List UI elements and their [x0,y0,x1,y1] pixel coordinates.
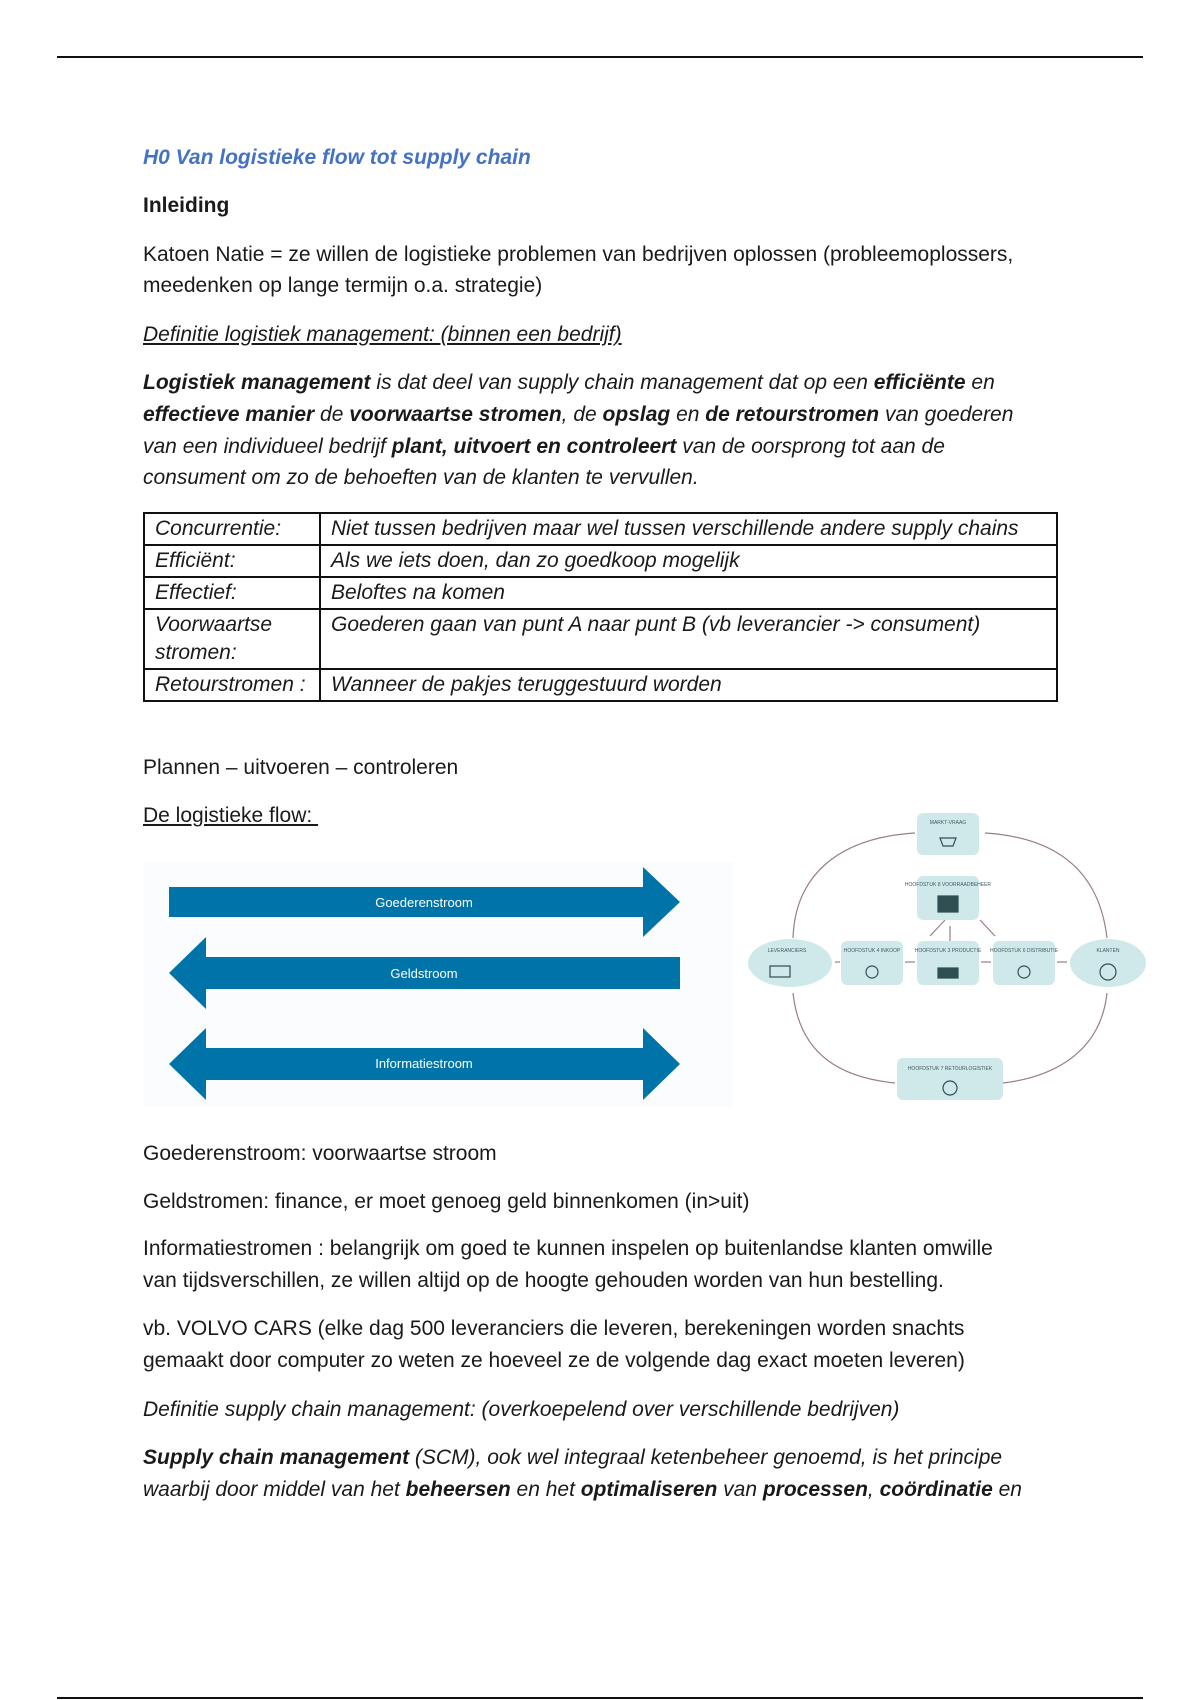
table-desc: Wanneer de pakjes teruggestuurd worden [320,669,1057,701]
supply-chain-cycle-diagram [745,808,1150,1108]
term-optimaliseren: optimaliseren [580,1478,718,1501]
table-term: Effectief: [144,577,320,609]
def-logistics-line-3 [143,431,945,463]
term-beheersen: beheersen [405,1478,511,1501]
text: van [717,1478,763,1501]
top-rule [57,56,1143,58]
cycle-nodes [748,813,1146,1100]
term-coordinatie: coördinatie [879,1478,993,1501]
arrow-money-label: Geldstroom [390,966,458,981]
flow-arrows-figure [143,862,733,1107]
table-desc: Niet tussen bedrijven maar wel tussen verschillende andere supply chains [320,513,1057,545]
text: waarbij door middel van het [143,1478,406,1501]
connector [980,920,995,936]
text: en het [510,1478,581,1501]
table-desc: Goederen gaan van punt A naar punt B (vb leverancier -> consument) [320,609,1057,669]
def-logistics-line-2 [143,399,1013,431]
money-line: Geldstromen: finance, er moet genoeg geld binnenkomen (in>uit) [143,1190,750,1213]
text: en [992,1478,1022,1501]
term-voorwaartse-stromen: voorwaartse stromen [349,403,562,426]
connector [985,833,1107,938]
bottom-rule [57,1697,1143,1699]
table-term: Voorwaartse stromen: [144,609,320,669]
def-logistics-line-1 [143,367,995,399]
def-logistics-heading: Definitie logistiek management: (binnen een bedrijf) [143,323,622,346]
table-row [144,609,1057,669]
table-term: Concurrentie: [144,513,320,545]
text: is dat deel van supply chain management dat op een [370,371,874,394]
term-logistiek-management: Logistiek management [143,371,371,394]
goods-line: Goederenstroom: voorwaartse stroom [143,1142,497,1165]
term-opslag: opslag [602,403,671,426]
plan-line: Plannen – uitvoeren – controleren [143,756,459,779]
chapter-title: H0 Van logistieke flow tot supply chain [143,146,531,169]
warehouse-icon [938,896,958,912]
intro-heading: Inleiding [143,194,230,217]
node-storage-label: HOOFDSTUK 8 VOORRAADBEHEER [904,882,992,888]
factory-icon [938,968,958,978]
node-returns [897,1058,1003,1100]
arrow-info-label: Informatiestroom [375,1056,473,1071]
text: en [670,403,706,426]
text: (SCM), ook wel integraal ketenbeheer genoemd, is het principe [409,1446,1003,1469]
term-processen: processen [762,1478,868,1501]
node-market-demand-label: MARKT-VRAAG [929,820,967,826]
text: van een individueel bedrijf [143,435,392,458]
node-suppliers-label: LEVERANCIERS [767,948,807,954]
node-customers-label: KLANTEN [1096,948,1120,954]
def-scm-line-2 [143,1474,1022,1506]
node-distribution-label: HOOFDSTUK 6 DISTRIBUTIE [989,948,1059,954]
intro-line-2: meedenken op lange termijn o.a. strategie) [143,274,543,297]
table-term: Retourstromen : [144,669,320,701]
table-desc: Als we iets doen, dan zo goedkoop mogelijk [320,545,1057,577]
term-efficient: efficiënte [873,371,966,394]
def-scm-line-1 [143,1442,1002,1474]
term-retourstromen: de retourstromen [705,403,880,426]
connector [793,833,915,938]
term-scm: Supply chain management [143,1446,410,1469]
text: en [965,371,995,394]
table-term: Efficiënt: [144,545,320,577]
term-effectieve-manier: effectieve manier [143,403,315,426]
info-line-1: Informatiestromen : belangrijk om goed te kunnen inspelen op buitenlandse klanten omwille [143,1237,993,1260]
text: van goederen [879,403,1014,426]
def-logistics-line-4: consument om zo de behoeften van de klanten te vervullen. [143,466,699,489]
volvo-line-2: gemaakt door computer zo weten ze hoeveel ze de volgende dag exact moeten leveren) [143,1349,965,1372]
table-desc: Beloftes na komen [320,577,1057,609]
node-returns-label: HOOFDSTUK 7 RETOURLOGISTIEK [907,1066,993,1072]
text: , de [561,403,603,426]
text: van de oorsprong tot aan de [676,435,945,458]
table-row [144,513,1057,545]
arrow-goods-label: Goederenstroom [375,895,473,910]
info-line-2: van tijdsverschillen, ze willen altijd op de hoogte gehouden worden van hun bestelling. [143,1269,944,1292]
table-row [144,545,1057,577]
definitions-table [143,512,1058,702]
connector [793,993,895,1083]
volvo-line-1: vb. VOLVO CARS (elke dag 500 leveranciers die leveren, berekeningen worden snachts [143,1317,965,1340]
node-purchase-label: HOOFDSTUK 4 INKOOP [843,948,901,954]
text: de [314,403,350,426]
flow-heading: De logistieke flow: [143,804,319,827]
text: , [867,1478,880,1501]
node-production-label: HOOFDSTUK 3 PRODUCTIE [914,948,982,954]
def-scm-heading: Definitie supply chain management: (overkoepelend over verschillende bedrijven) [143,1398,900,1421]
term-plant-uitvoert: plant, uitvoert en controleert [391,435,677,458]
table-row [144,669,1057,701]
connector [1003,993,1107,1083]
table-row [144,577,1057,609]
connector [930,920,945,936]
intro-line-1: Katoen Natie = ze willen de logistieke problemen van bedrijven oplossen (probleemoplossers, [143,243,1014,266]
node-suppliers [748,939,832,987]
